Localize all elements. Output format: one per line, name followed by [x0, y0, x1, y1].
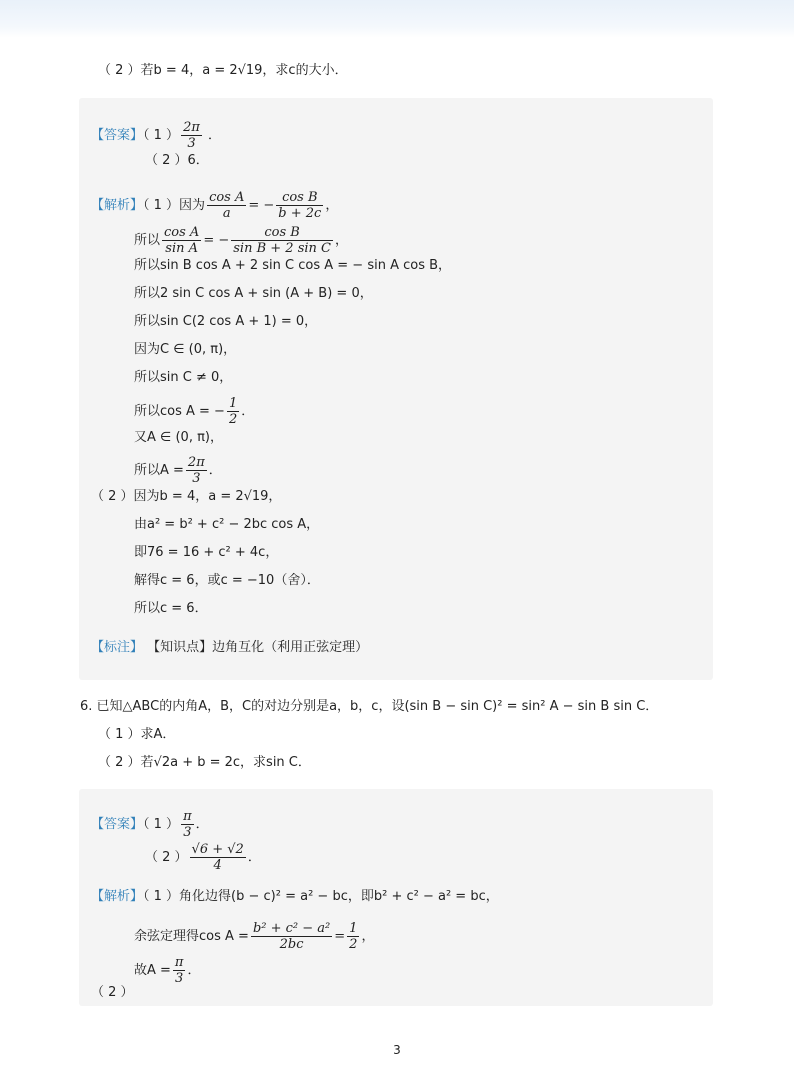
note-text: 【知识点】边角互化（利用正弦定理）: [147, 640, 369, 655]
fraction: $\frac{\text{b² + c² − a²}}{2bc}$: [252, 921, 331, 952]
solution-box-q5: [79, 98, 713, 680]
analysis-row-3: 故A = $\frac{\pi}{3}$ ．: [134, 955, 201, 986]
fraction: $\frac{1}{2}$: [228, 396, 238, 427]
fraction: $\frac{\pi}{3}$: [183, 809, 192, 840]
solution-box-q6: [79, 789, 713, 1006]
q6-stem: 6. 已知△ABC的内角A，B，C的对边分别是a，b，c，设(sin B − sin C)² = sin² A − sin B sin C．: [80, 699, 659, 714]
fraction: $\frac{\pi}{3}$: [174, 955, 184, 986]
answer-tag: 【答案】: [91, 817, 144, 832]
analysis-row-10: 所以A = $\frac{2\pi}{3}$ ．: [134, 455, 222, 486]
q6-part2: （ 2 ）若√2a + b = 2c，求sin C．: [98, 755, 311, 770]
q6-part1: （ 1 ）求A．: [98, 727, 176, 742]
page-number: 3: [393, 1043, 401, 1057]
analysis-part2-row-5: 所以c = 6．: [134, 601, 208, 616]
analysis-row-9: 又A ∈ (0, π)，: [134, 430, 223, 445]
analysis-row-1: 【解析】（ 1 ）角化边得(b − c)² = a² − bc，即b² + c² − a² = bc，: [91, 889, 499, 904]
note-row: [91, 638, 368, 658]
fraction: $\frac{\text{cos A}}{a}$: [209, 190, 245, 221]
page-header-band: [0, 0, 794, 38]
fraction: $\frac{\text{cos A}}{\text{sin A}}$: [164, 225, 200, 256]
fraction: $\frac{2\pi}{3}$: [187, 455, 205, 486]
analysis-part2-row-1: （ 2 ）因为b = 4，a = 2√19，: [91, 489, 282, 504]
answer-row-1: 【答案】（ 1 ） $\frac{2\pi}{3}$ ．: [91, 120, 222, 151]
analysis-row-4: 所以2 sin C cos A + sin (A + B) = 0，: [134, 286, 373, 301]
analysis-row-2: 所以 $\frac{\text{cos A}}{\text{sin A}}$ = − $\frac{\text{cos B}}{\text{sin B + 2 sin C}}$ ，: [134, 225, 348, 256]
analysis-part2-row-3: 即76 = 16 + c² + 4c，: [134, 545, 279, 560]
answer-tag: 【答案】: [91, 128, 144, 143]
analysis-row-7: 所以sin C ≠ 0，: [134, 370, 233, 385]
note-tag: 【标注】: [91, 640, 144, 655]
q5-part2: （ 2 ）若b = 4，a = 2√19，求c的大小．: [98, 63, 348, 78]
analysis-row-8: 所以cos A = − $\frac{1}{2}$ ．: [134, 396, 255, 427]
analysis-row-2: 余弦定理得cos A = $\frac{\text{b² + c² − a²}}{2bc}$ = $\frac{1}{2}$ ，: [134, 921, 375, 952]
analysis-tag: 【解析】: [91, 889, 144, 904]
fraction: $\frac{√6 + √2}{4}$: [191, 842, 244, 873]
analysis-part2-row-1: （ 2 ）: [91, 985, 134, 1000]
fraction: $\frac{1}{2}$: [349, 921, 358, 952]
analysis-part2-row-4: 解得c = 6，或c = −10（舍）．: [134, 573, 320, 588]
analysis-row-6: 因为C ∈ (0, π)，: [134, 342, 237, 357]
analysis-tag: 【解析】: [91, 198, 144, 213]
fraction: $\frac{\text{cos B}}{b + 2c}$: [278, 190, 322, 221]
analysis-row-1: 【解析】（ 1 ）因为 $\frac{\text{cos A}}{a}$ = − $\frac{\text{cos B}}{b + 2c}$ ，: [91, 190, 339, 221]
answer-row-1: 【答案】（ 1 ） $\frac{\pi}{3}$ ．: [91, 809, 209, 840]
answer-row-2: （ 2 ） $\frac{√6 + √2}{4}$ ．: [145, 842, 261, 873]
analysis-row-3: 所以sin B cos A + 2 sin C cos A = − sin A cos B，: [134, 258, 452, 273]
analysis-part2-row-2: 由a² = b² + c² − 2bc cos A，: [134, 517, 320, 532]
analysis-row-5: 所以sin C(2 cos A + 1) = 0，: [134, 314, 318, 329]
fraction: $\frac{2\pi}{3}$: [183, 120, 200, 151]
fraction: $\frac{\text{cos B}}{\text{sin B + 2 sin C}}$: [233, 225, 331, 256]
answer-row-2: （ 2 ）6．: [145, 153, 209, 168]
